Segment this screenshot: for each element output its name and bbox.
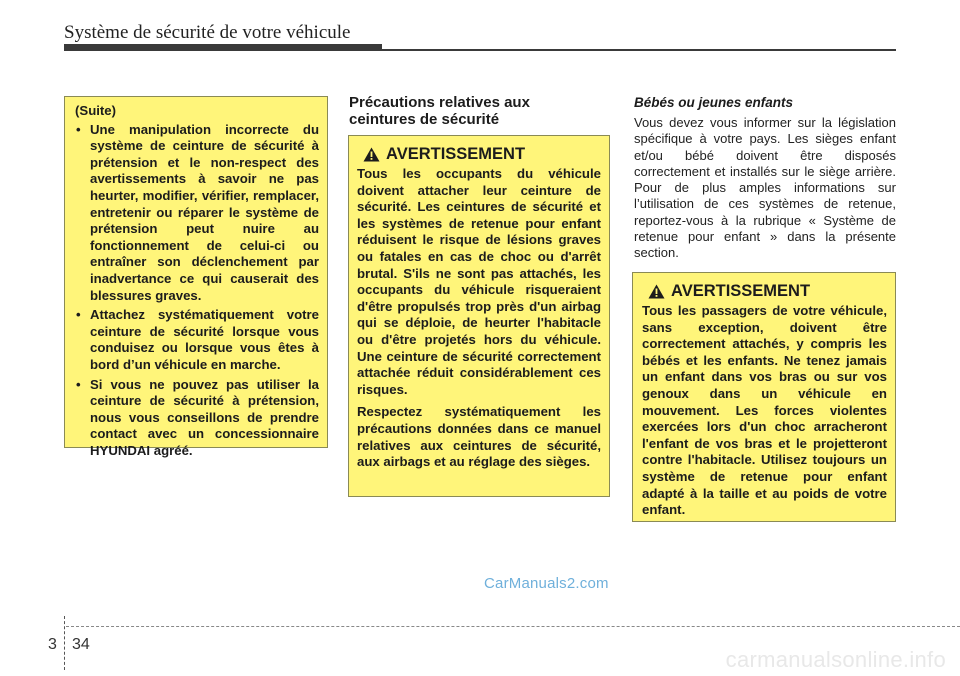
warning-paragraph: Tous les passagers de votre véhicule, sans exception, doivent être correctement attachés, y compris les bébés et les enfants. Ne tenez jamais un enfant dans vos bras ou sur vos genoux dans un véhicule en mouvement. Les forces violentes exercées lors d'un choc arracheront l'enfant de vos bras et le projetteront contre l'habitacle. Utilisez toujours un système de retenue pour enfant adapté à la taille et au poids de votre enfant. [642,303,887,518]
warning-heading-text: AVERTISSEMENT [671,282,811,300]
continued-label: (Suite) [75,103,117,118]
warning-bullet: • Une manipulation incorrecte du système de ceinture de sécurité à prétension et le non-respect des avertissements à savoir ne pas heurter, modifier, vérifier, remplacer, entretenir ou réparer le système de prétension peut nuire au fonctionnement de celui-ci ou entraîner son déclenchement par inadvertance ce qui causerait des blessures graves. [75,122,319,305]
warning-triangle-icon [363,147,380,162]
warning-heading-text: AVERTISSEMENT [386,145,526,163]
warning-heading [642,281,887,301]
warning-bullet: • Si vous ne pouvez pas utiliser la ceinture de sécurité à prétension, nous vous conseillons de prendre contact avec un concessionnaire HYUNDAI agréé. [75,377,319,460]
watermark-link[interactable]: CarManuals2.com [484,575,609,592]
warning-triangle-icon [648,284,665,299]
footer-rule [66,626,960,627]
header-rule-thin [64,49,896,51]
page-number-divider [64,616,65,670]
warning-box-continued [64,96,328,458]
warning-paragraph: Tous les occupants du véhicule doivent attacher leur ceinture de sécurité. Les ceintures de sécurité et les systèmes de retenue pour enfant réduisent le risque de lésions graves ou fatales en cas de choc ou d'arrêt brutal. S'ils ne sont pas attachés, les occupants du véhicule risqueraient d'être propulsés trop près d'un airbag qui se déploie, de heurter l'habitacle ou d'être projetés hors du véhicule. Une ceinture de sécurité correctement attachée réduit considérablement ces risques. [357,166,601,397]
child-warning-box [632,272,896,522]
warning-paragraph: Respectez systématiquement les précautions données dans ce manuel relatives aux ceintures de sécurité, aux airbags et au réglage des sièges. [357,404,601,470]
section-number: 3 [48,636,57,653]
warning-bullet: • Attachez systématiquement votre ceinture de sécurité lorsque vous conduisez ou lorsque vous êtes à bord d’un véhicule en marche. [75,307,319,373]
page-header-title: Système de sécurité de votre véhicule [64,22,351,43]
warning-heading [357,144,601,164]
body-paragraph: Vous devez vous informer sur la législation spécifique à votre pays. Les sièges enfant et/ou bébé doivent être disposés correctement et installés sur le siège arrière. Pour de plus amples informations sur l’utilisation de ces systèmes de retenue, reportez-vous à la rubrique « Système de retenue pour enfant » dans la présente section. [634,115,896,261]
seatbelt-warning-box [348,135,610,497]
section-title: Précautions relatives aux ceintures de sécurité [349,94,530,128]
sub-heading: Bébés ou jeunes enfants [634,95,794,110]
page-number: 34 [72,636,90,653]
warning-bullet-list [75,122,319,460]
site-watermark: carmanualsonline.info [725,647,946,672]
